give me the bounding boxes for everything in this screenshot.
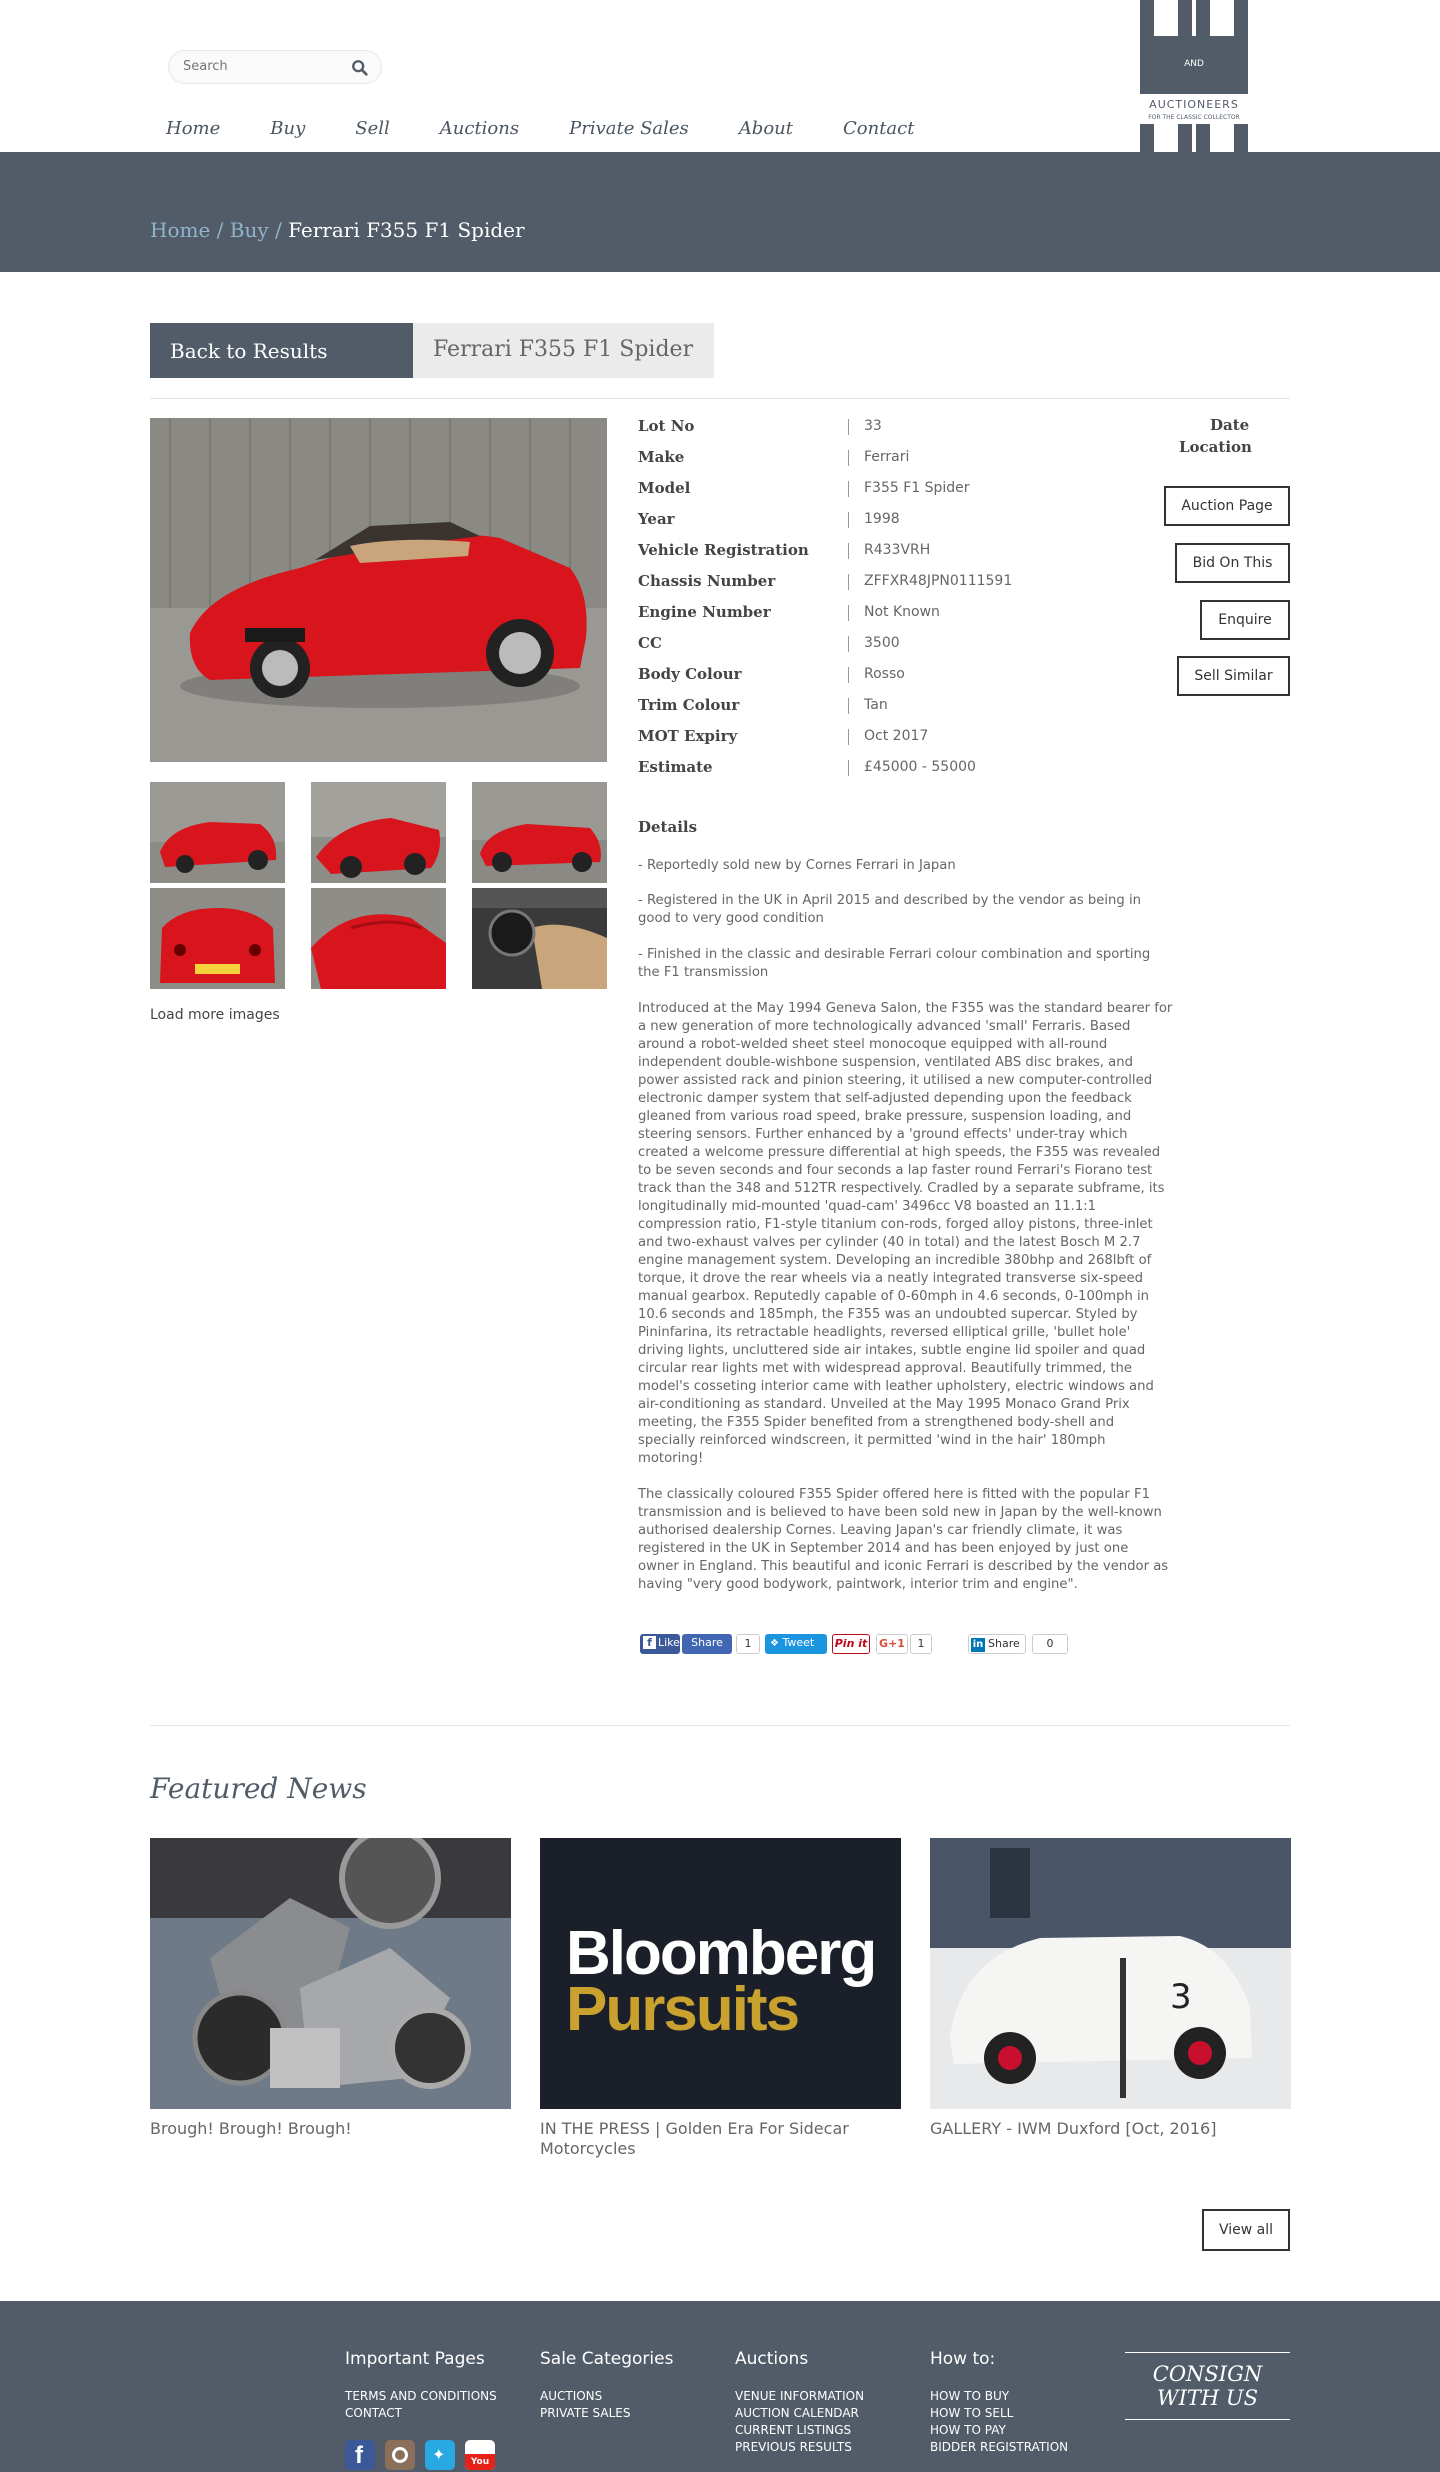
facebook-icon[interactable]: f	[345, 2440, 375, 2470]
spec-value: £45000 - 55000	[864, 759, 976, 775]
spec-key: Engine Number	[638, 603, 771, 621]
footer-link[interactable]: HOW TO SELL	[930, 2406, 1014, 2420]
footer-link[interactable]: TERMS AND CONDITIONS	[345, 2389, 497, 2403]
footer-link[interactable]: PREVIOUS RESULTS	[735, 2440, 852, 2454]
spec-key: Model	[638, 479, 691, 497]
breadcrumb-current: Ferrari F355 F1 Spider	[288, 218, 525, 242]
featured-news-heading: Featured News	[150, 1772, 367, 1805]
spec-separator	[848, 667, 849, 683]
spec-row	[638, 603, 1178, 623]
news-image-porsche[interactable]	[930, 1838, 1291, 2109]
nav-private-sales[interactable]: Private Sales	[569, 118, 689, 139]
spec-key: MOT Expiry	[638, 727, 738, 745]
breadcrumb-buy[interactable]: Buy	[229, 218, 269, 242]
gallery-thumbnail[interactable]	[311, 888, 446, 989]
news-image-bloomberg[interactable]	[540, 1838, 901, 2109]
spec-separator	[848, 605, 849, 621]
search-icon[interactable]	[351, 59, 369, 77]
spec-value: Rosso	[864, 666, 905, 682]
spec-value: Not Known	[864, 604, 940, 620]
instagram-icon[interactable]	[385, 2440, 415, 2470]
sell-similar-button[interactable]: Sell Similar	[1177, 656, 1290, 696]
spec-key: Make	[638, 448, 685, 466]
spec-value: 1998	[864, 511, 900, 527]
news-caption[interactable]: Brough! Brough! Brough!	[150, 2119, 352, 2138]
spec-key: CC	[638, 634, 662, 652]
detail-body: The classically coloured F355 Spider offered here is fitted with the popular F1 transmission and is believed to have been sold new in Japan by the well-known authorised dealership Cornes. Leaving Japan's car friendly climate, it was registered in the UK in September 2014 and has been enjoyed by just one owner in England. This beautiful and iconic Ferrari is described by the vendor as having "very good bodywork, paintwork, interior trim and engine".	[638, 1487, 1169, 1592]
details-heading: Details	[638, 818, 698, 836]
tweet-button[interactable]: ❖ Tweet	[765, 1634, 827, 1654]
news-caption[interactable]: IN THE PRESS | Golden Era For Sidecar Motorcycles	[540, 2119, 849, 2158]
spec-key: Year	[638, 510, 675, 528]
google-plus-button[interactable]: G+1	[876, 1634, 908, 1654]
spec-key: Chassis Number	[638, 572, 776, 590]
spec-separator	[848, 450, 849, 466]
footer-link[interactable]: AUCTIONS	[540, 2389, 603, 2403]
footer-link[interactable]: PRIVATE SALES	[540, 2406, 631, 2420]
gallery-thumbnail[interactable]	[472, 782, 607, 883]
spec-row	[638, 634, 1178, 654]
spec-separator	[848, 698, 849, 714]
detail-bullet: - Registered in the UK in April 2015 and described by the vendor as being in good to very good condition	[638, 893, 1141, 926]
spec-value: F355 F1 Spider	[864, 480, 970, 496]
facebook-share-count: 1	[736, 1634, 760, 1654]
gallery-thumbnail[interactable]	[311, 782, 446, 883]
main-car-photo[interactable]	[150, 418, 607, 762]
footer-link[interactable]: HOW TO BUY	[930, 2389, 1010, 2403]
spec-separator	[848, 419, 849, 435]
logo-name: AUCTIONEERS	[1149, 98, 1239, 111]
search-input[interactable]	[183, 59, 343, 74]
spec-value: Oct 2017	[864, 728, 929, 744]
footer-heading-sale-categories: Sale Categories	[540, 2349, 674, 2369]
pursuits-logo-text: Pursuits	[566, 1975, 799, 2044]
linkedin-icon: in	[972, 1639, 984, 1650]
footer-link[interactable]: BIDDER REGISTRATION	[930, 2440, 1069, 2454]
nav-contact[interactable]: Contact	[843, 118, 915, 139]
enquire-button[interactable]: Enquire	[1200, 600, 1290, 640]
spec-separator	[848, 512, 849, 528]
consign-with-us-link[interactable]: CONSIGN WITH US	[1125, 2352, 1290, 2420]
spec-row	[638, 448, 1178, 468]
spec-row	[638, 758, 1178, 778]
detail-body: Introduced at the May 1994 Geneva Salon, the F355 was the standard bearer for a new generation of more technologically advanced 'small' Ferraris. Based around a robot-welded sheet steel monocoque equipped with all-round independent double-wishbone suspension, ventilated ABS disc brakes, and power assisted rack and pinion steering, it utilised a new computer-controlled electronic damper system that self-adjusted depending upon the feedback gleaned from various road speed, brake pressure, suspension loading, and steering sensors. Further enhanced by a 'ground effects' under-tray which created a welcome pressure differential at high speeds, the F355 was revealed to be seven seconds and four seconds a lap faster round Ferrari's Fiorano test track than the 348 and 512TR respectively. Cradled by a separate subframe, its longitudinally mid-mounted 'quad-cam' 3496cc V8 boasted an 11.1:1 compression ratio, F1-style titanium con-rods, forged alloy pistons, three-inlet and two-exhaust valves per cylinder (40 in total) and the latest Bosch M 2.7 engine management system. Developing an incredible 380bhp and 268lbft of torque, it drove the rear wheels via a neatly integrated transverse six-speed manual gearbox. Reputedly capable of 0-60mph in 4.6 seconds, 0-100mph in 10.6 seconds and 185mph, the F355 was an undoubted supercar. Styled by Pininfarina, its retractable headlights, reversed elliptical grille, 'bullet hole' driving lights, uncluttered side air intakes, subtle engine lid spoiler and quad circular rear lights met with widespread approval. Beautifully trimmed, the model's cosseting interior came with leather upholstery, electric windows and air-conditioning as standard. Unveiled at the May 1995 Monaco Grand Prix meeting, the F355 Spider benefited from a strengthened body-shell and specially reinforced windscreen, it permitted 'wind in the hair' 180mph motoring!	[638, 1001, 1173, 1466]
facebook-share-button[interactable]: Share	[682, 1634, 732, 1654]
spec-separator	[848, 543, 849, 559]
spec-key: Body Colour	[638, 665, 742, 683]
spec-value: 3500	[864, 635, 900, 651]
gallery-thumbnail[interactable]	[150, 782, 285, 883]
divider	[150, 398, 1290, 399]
divider	[150, 1725, 1290, 1726]
main-nav	[166, 118, 964, 139]
logo-tagline: FOR THE CLASSIC COLLECTOR	[1148, 114, 1240, 121]
spec-separator	[848, 729, 849, 745]
nav-home[interactable]: Home	[166, 118, 221, 139]
nav-about[interactable]: About	[738, 118, 793, 139]
view-all-button[interactable]: View all	[1202, 2209, 1290, 2251]
footer-link[interactable]: AUCTION CALENDAR	[735, 2406, 859, 2420]
search-box[interactable]	[168, 50, 382, 84]
spec-row	[638, 417, 1178, 437]
spec-separator	[848, 481, 849, 497]
twitter-icon[interactable]: ✦	[425, 2440, 455, 2470]
back-to-results-button[interactable]: Back to Results	[150, 323, 413, 378]
spec-row	[638, 510, 1178, 530]
load-more-images-link[interactable]: Load more images	[150, 1007, 280, 1023]
spec-separator	[848, 636, 849, 652]
spec-key: Trim Colour	[638, 696, 740, 714]
footer-link[interactable]: CONTACT	[345, 2406, 402, 2420]
spec-key: Estimate	[638, 758, 713, 776]
bloomberg-logo-text: Bloomberg	[566, 1919, 876, 1988]
spec-value: R433VRH	[864, 542, 931, 558]
nav-auctions[interactable]: Auctions	[439, 118, 520, 139]
footer-link[interactable]: HOW TO PAY	[930, 2423, 1006, 2437]
location-label: Location	[1179, 438, 1252, 456]
spec-separator	[848, 574, 849, 590]
svg-text:3: 3	[1170, 1977, 1192, 2017]
lot-title: Ferrari F355 F1 Spider	[413, 323, 714, 378]
footer-link[interactable]: VENUE INFORMATION	[735, 2389, 865, 2403]
detail-bullet: - Reportedly sold new by Cornes Ferrari in Japan	[638, 858, 956, 873]
facebook-like-button[interactable]: f Like	[640, 1634, 680, 1654]
auction-page-button[interactable]: Auction Page	[1164, 486, 1290, 526]
page-banner	[0, 152, 1440, 272]
site-logo[interactable]	[1130, 0, 1264, 152]
spec-value: Ferrari	[864, 449, 910, 465]
spec-value: 33	[864, 418, 882, 434]
twitter-icon: ❖	[770, 1638, 779, 1649]
nav-buy[interactable]: Buy	[270, 118, 306, 139]
detail-bullet: - Finished in the classic and desirable Ferrari colour combination and sporting the F1 transmission	[638, 947, 1151, 980]
spec-key: Lot No	[638, 417, 695, 435]
breadcrumb: Home / Buy / Ferrari F355 F1 Spider	[150, 218, 525, 242]
nav-sell[interactable]: Sell	[355, 118, 390, 139]
google-plus-count: 1	[910, 1634, 932, 1654]
spec-row	[638, 665, 1178, 685]
spec-key: Vehicle Registration	[638, 541, 809, 559]
spec-row	[638, 541, 1178, 561]
footer-link[interactable]: CURRENT LISTINGS	[735, 2423, 852, 2437]
spec-row	[638, 696, 1178, 716]
spec-separator	[848, 760, 849, 776]
svg-text:AND: AND	[1184, 59, 1204, 69]
footer-heading-auctions: Auctions	[735, 2349, 809, 2369]
news-image-motorcycle[interactable]	[150, 1838, 511, 2109]
bid-on-this-button[interactable]: Bid On This	[1175, 543, 1290, 583]
spec-row	[638, 727, 1178, 747]
footer-heading-important-pages: Important Pages	[345, 2349, 485, 2369]
linkedin-share-button[interactable]: in Share	[968, 1634, 1026, 1654]
youtube-icon[interactable]: You	[465, 2440, 495, 2470]
gallery-thumbnail[interactable]	[472, 888, 607, 989]
date-label: Date	[1210, 416, 1250, 434]
pinit-button[interactable]: Pin it	[832, 1634, 870, 1654]
news-caption[interactable]: GALLERY - IWM Duxford [Oct, 2016]	[930, 2119, 1217, 2138]
breadcrumb-home[interactable]: Home	[150, 218, 211, 242]
spec-row	[638, 572, 1178, 592]
gallery-thumbnail[interactable]	[150, 888, 285, 989]
spec-row	[638, 479, 1178, 499]
linkedin-share-count: 0	[1032, 1634, 1068, 1654]
spec-value: ZFFXR48JPN0111591	[864, 573, 1013, 589]
spec-value: Tan	[864, 697, 888, 713]
footer-heading-how-to: How to:	[930, 2349, 996, 2369]
facebook-icon: f	[643, 1636, 656, 1649]
